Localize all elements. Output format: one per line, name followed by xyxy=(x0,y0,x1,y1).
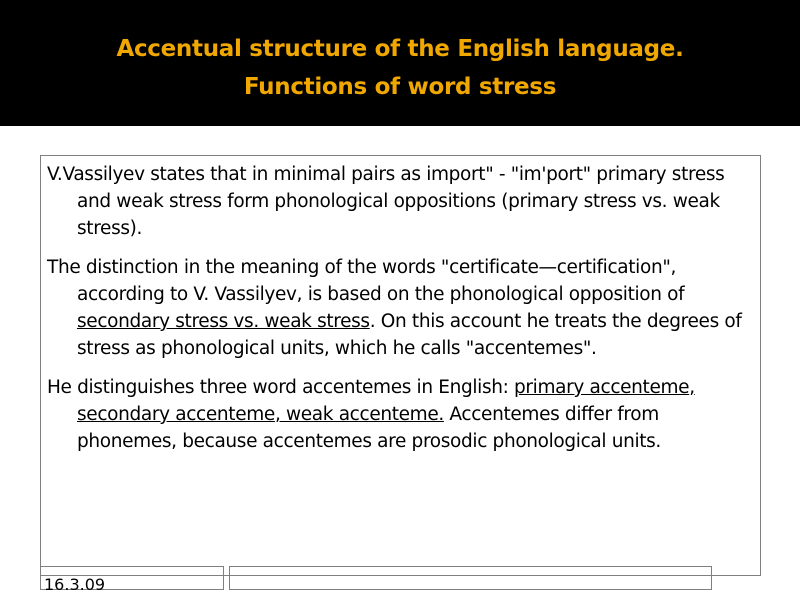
footer-center-box xyxy=(229,566,712,590)
paragraph-3-underlined-1: primary accenteme xyxy=(514,377,690,398)
paragraph-3 xyxy=(47,374,742,455)
paragraph-3-separator-2: , xyxy=(274,404,286,425)
paragraph-3-underlined-3: weak accenteme. xyxy=(286,404,444,425)
paragraph-3-text-a: He distinguishes three word accentemes in English: xyxy=(47,377,515,398)
paragraph-1-text: V.Vassilyev states that in minimal pairs as import" - "im'port" primary stress and weak stress form phonological oppositions (primary stress vs. weak stress). xyxy=(47,164,725,239)
paragraph-2-text-b: . On this account he treats the degrees of stress as phonological units, which he calls "accentemes". xyxy=(77,311,742,359)
content-area xyxy=(0,126,800,600)
title-line-1: Accentual structure of the English language. xyxy=(116,36,684,62)
paragraph-2-underlined: secondary stress vs. weak stress xyxy=(77,311,370,332)
paragraph-3-separator-1: , xyxy=(689,377,695,398)
content-box xyxy=(40,155,761,576)
paragraph-1 xyxy=(47,161,742,242)
paragraph-3-text-b: Accentemes differ from phonemes, because accentemes are prosodic phonological units. xyxy=(77,404,661,452)
footer-date: 16.3.09 xyxy=(44,575,106,594)
title-line-2: Functions of word stress xyxy=(243,74,557,100)
paragraph-2 xyxy=(47,254,742,362)
paragraph-2-text-a: The distinction in the meaning of the words "certificate—certification", according to V. Vassilyev, is based on the phonological opposition of xyxy=(47,257,685,305)
slide-title xyxy=(0,30,800,106)
paragraph-3-underlined-2: secondary accenteme xyxy=(77,404,275,425)
title-area xyxy=(0,0,800,126)
